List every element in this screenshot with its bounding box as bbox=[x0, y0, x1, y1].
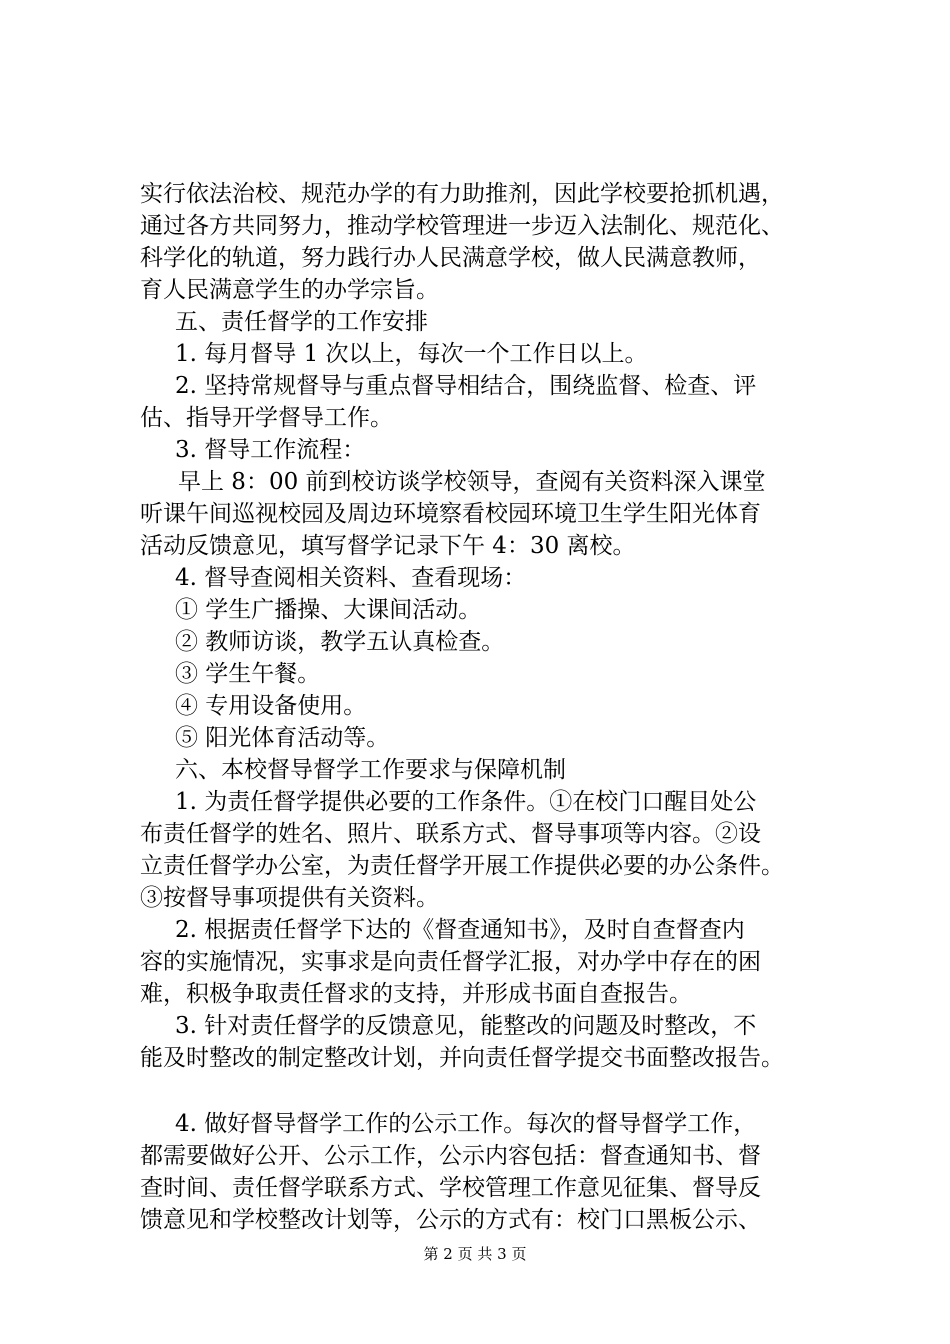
paragraph-line: 1. 为责任督学提供必要的工作条件。①在校门口醒目处公 bbox=[175, 789, 757, 815]
paragraph-line: 科学化的轨道，努力践行办人民满意学校，做人民满意教师， bbox=[140, 245, 761, 271]
paragraph-line: 4. 督导查阅相关资料、查看现场： bbox=[175, 565, 527, 591]
paragraph-line: 估、指导开学督导工作。 bbox=[140, 405, 393, 431]
paragraph-line: 实行依法治校、规范办学的有力助推剂，因此学校要抢抓机遇， bbox=[140, 181, 784, 207]
paragraph-line: 2. 根据责任督学下达的《督查通知书》，及时自查督查内 bbox=[175, 917, 745, 943]
paragraph-line: 3. 督导工作流程： bbox=[175, 437, 366, 463]
paragraph-line: ③按督导事项提供有关资料。 bbox=[140, 885, 439, 911]
paragraph-line: 立责任督学办公室，为责任督学开展工作提供必要的办公条件。 bbox=[140, 853, 784, 879]
paragraph-line: 2. 坚持常规督导与重点督导相结合，围绕监督、检查、评 bbox=[175, 373, 757, 399]
paragraph-line: 都需要做好公开、公示工作，公示内容包括：督查通知书、督 bbox=[140, 1143, 761, 1169]
paragraph-line: 查时间、责任督学联系方式、学校管理工作意见征集、督导反 bbox=[140, 1175, 761, 1201]
list-item: ② 教师访谈，教学五认真检查。 bbox=[175, 629, 505, 655]
paragraph-line: 听课午间巡视校园及周边环境察看校园环境卫生学生阳光体育 bbox=[140, 501, 761, 527]
document-body bbox=[140, 178, 860, 1236]
paragraph-line: 3. 针对责任督学的反馈意见，能整改的问题及时整改，不 bbox=[175, 1013, 757, 1039]
paragraph-spacer bbox=[140, 1074, 860, 1108]
section-heading: 五、责任督学的工作安排 bbox=[175, 309, 428, 335]
paragraph-line: 1. 每月督导 1 次以上，每次一个工作日以上。 bbox=[175, 341, 648, 367]
list-item: ⑤ 阳光体育活动等。 bbox=[175, 725, 390, 751]
paragraph-line: 难，积极争取责任督求的支持，并形成书面自查报告。 bbox=[140, 981, 692, 1007]
paragraph-line: 馈意见和学校整改计划等，公示的方式有：校门口黑板公示、 bbox=[140, 1207, 761, 1233]
section-heading: 六、本校督导督学工作要求与保障机制 bbox=[175, 757, 566, 783]
list-item: ④ 专用设备使用。 bbox=[175, 693, 367, 719]
paragraph-line: 布责任督学的姓名、照片、联系方式、督导事项等内容。②设 bbox=[140, 821, 761, 847]
paragraph-line: 活动反馈意见，填写督学记录下午 4：30 离校。 bbox=[140, 533, 636, 559]
list-item: ③ 学生午餐。 bbox=[175, 661, 321, 687]
paragraph-line: 容的实施情况，实事求是向责任督学汇报，对办学中存在的困 bbox=[140, 949, 761, 975]
paragraph-line: 通过各方共同努力，推动学校管理进一步迈入法制化、规范化、 bbox=[140, 213, 784, 239]
paragraph-line: 早上 8：00 前到校访谈学校领导，查阅有关资料深入课堂 bbox=[178, 469, 766, 495]
paragraph-line: 育人民满意学生的办学宗旨。 bbox=[140, 277, 439, 303]
paragraph-line: 能及时整改的制定整改计划，并向责任督学提交书面整改报告。 bbox=[140, 1045, 784, 1071]
paragraph-line: 4. 做好督导督学工作的公示工作。每次的督导督学工作， bbox=[175, 1111, 757, 1137]
list-item: ① 学生广播操、大课间活动。 bbox=[175, 597, 482, 623]
page-footer: 第 2 页 共 3 页 bbox=[423, 1245, 527, 1263]
